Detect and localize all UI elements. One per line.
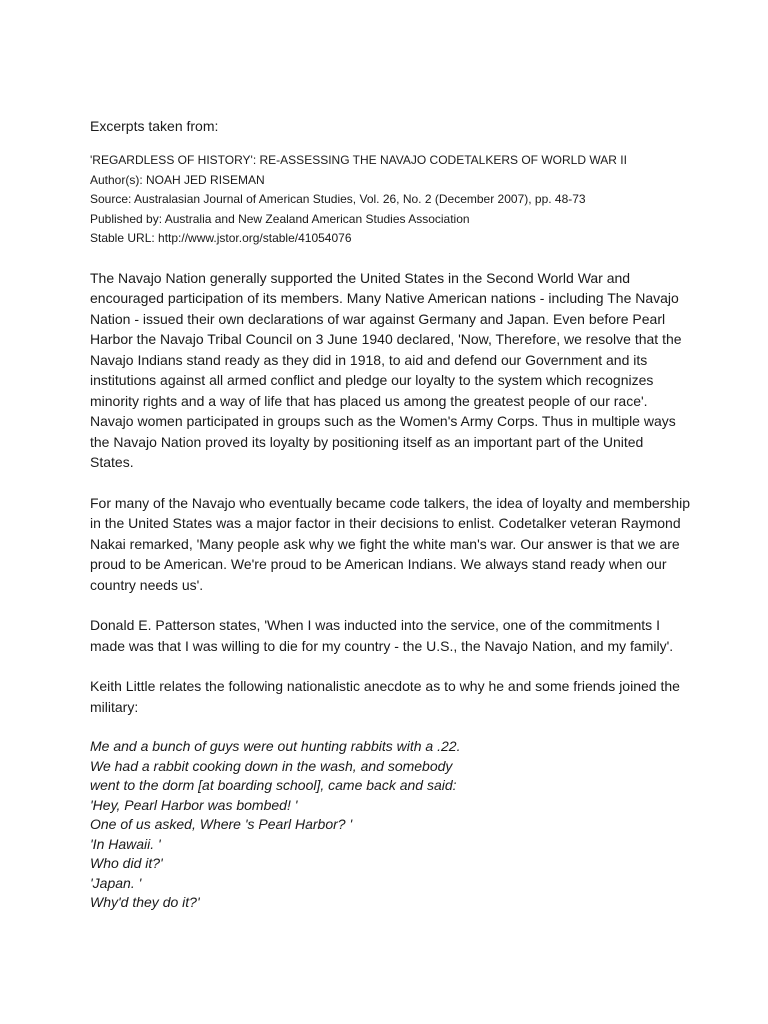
citation-title: 'REGARDLESS OF HISTORY': RE-ASSESSING THE NAVAJO CODETALKERS OF WORLD WAR II	[90, 153, 627, 167]
quote-line: 'Hey, Pearl Harbor was bombed! '	[90, 796, 298, 813]
paragraph-navajo-nation-support: The Navajo Nation generally supported the United States in the Second World War and encouraged participation of its members. Many Native American nations - including The Navajo Nation - issued their own declarations of war against Germany and Japan. Even before Pearl Harbor the Navajo Tribal Council on 3 June 1940 declared, 'Now, Therefore, we resolve that the Navajo Indians stand ready as they did in 1918, to aid and defend our Government and its institutions against all armed conflict and pledge our loyalty to the system which recognizes minority rights and a way of life that has placed us among the greatest people of our race'. Navajo women participated in groups such as the Women's Army Corps. Thus in multiple ways the Navajo Nation proved its loyalty by positioning itself as an important part of the United States.	[90, 269, 682, 470]
citation-block	[90, 151, 690, 249]
quote-line: Me and a bunch of guys were out hunting rabbits with a .22.	[90, 738, 461, 754]
document-page	[90, 116, 690, 913]
paragraph-loyalty-membership: For many of the Navajo who eventually became code talkers, the idea of loyalty and membership in the United States was a major factor in their decisions to enlist. Codetalker veteran Raymond Nakai remarked, 'Many people ask why we fight the white man's war. Our answer is that we are proud to be American. We're proud to be American Indians. We always stand ready when our country needs us'.	[90, 494, 690, 593]
citation-author: Author(s): NOAH JED RISEMAN	[90, 172, 265, 187]
quote-line: Why'd they do it?'	[90, 894, 200, 910]
quote-line: 'Japan. '	[90, 874, 142, 891]
paragraph-patterson-quote: Donald E. Patterson states, 'When I was inducted into the service, one of the commitments I made was that I was willing to die for my country - the U.S., the Navajo Nation, and my family'.	[90, 617, 674, 654]
citation-stable-url: Stable URL: http://www.jstor.org/stable/41054076	[90, 231, 352, 245]
paragraph-little-intro: Keith Little relates the following nationalistic anecdote as to why he and some friends joined the military:	[90, 678, 680, 715]
citation-publisher: Published by: Australia and New Zealand American Studies Association	[90, 211, 470, 226]
quote-line: We had a rabbit cooking down in the wash, and somebody	[90, 757, 453, 774]
quote-line: One of us asked, Where 's Pearl Harbor? '	[90, 816, 353, 832]
quote-line: 'In Hawaii. '	[90, 835, 161, 852]
block-quote	[90, 737, 690, 913]
quote-line: Who did it?'	[90, 855, 163, 871]
citation-source: Source: Australasian Journal of American Studies, Vol. 26, No. 2 (December 2007), pp. 48-73	[90, 192, 586, 206]
excerpts-heading: Excerpts taken from:	[90, 118, 219, 134]
quote-line: went to the dorm [at boarding school], came back and said:	[90, 777, 457, 793]
